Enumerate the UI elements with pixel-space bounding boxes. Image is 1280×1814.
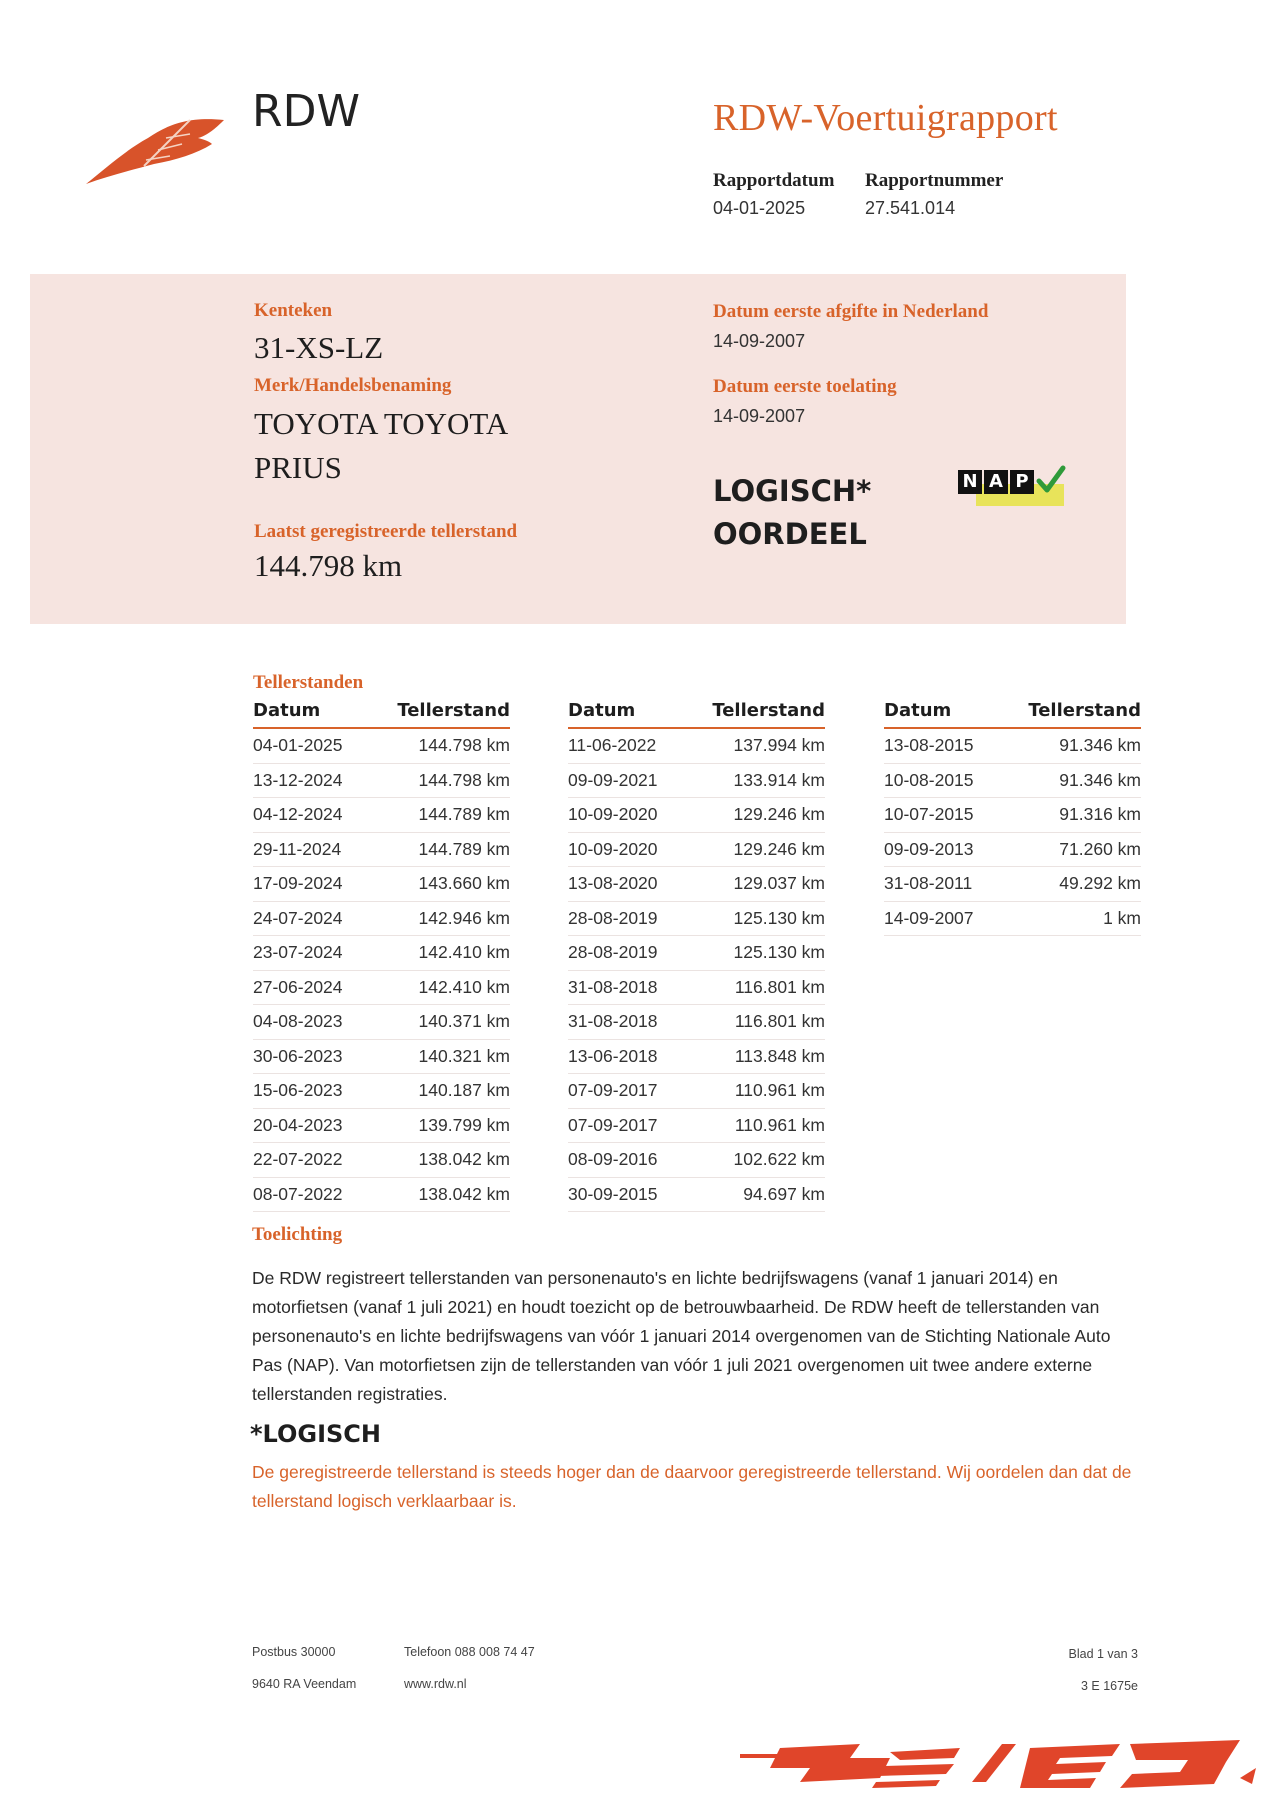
last-odometer-value: 144.798 km — [254, 548, 403, 583]
odometer-row-date: 10-09-2020 — [568, 804, 658, 824]
report-title: RDW-Voertuigrapport — [713, 97, 1058, 139]
odometer-row-date: 28-08-2019 — [568, 907, 658, 928]
odometer-row — [568, 1005, 825, 1040]
odometer-row — [253, 1074, 510, 1109]
odometer-row-date: 10-08-2015 — [884, 769, 974, 790]
odometer-row-date: 10-07-2015 — [884, 804, 974, 824]
odometer-row-date: 10-09-2020 — [568, 838, 658, 859]
nap-letter-p: P — [1010, 470, 1034, 494]
odometer-row-date: 27-06-2024 — [253, 976, 343, 997]
odometer-rows — [884, 729, 1141, 936]
verdict — [713, 470, 871, 556]
logisch-text: De geregistreerde tellerstand is steeds hoger dan de daarvoor geregistreerde tellerstand. Wij oordelen dan dat de tellerstand logisch verklaarbaar is. — [252, 1462, 1132, 1511]
odometer-row — [884, 798, 1141, 833]
date-column-header: Datum — [884, 700, 952, 721]
odometer-row-date: 08-09-2016 — [568, 1149, 658, 1169]
odometer-row-reading: 140.371 km — [418, 1011, 510, 1031]
odometer-row-date: 23-07-2024 — [253, 942, 343, 962]
odometer-row — [568, 971, 825, 1006]
date-column-header: Datum — [568, 700, 636, 721]
odometer-row-reading: 129.246 km — [733, 838, 825, 859]
footer-website: www.rdw.nl — [404, 1677, 467, 1691]
odometer-row-date: 14-09-2007 — [884, 907, 974, 928]
make-value-line2: PRIUS — [254, 450, 342, 485]
report-number-label: Rapportnummer — [865, 170, 1004, 191]
verdict-line2: OORDEEL — [713, 517, 867, 551]
odometer-row-date: 09-09-2021 — [568, 769, 658, 790]
odometer-section-title: Tellerstanden — [253, 672, 364, 693]
odometer-row — [568, 764, 825, 799]
odometer-row-reading: 133.914 km — [733, 769, 825, 790]
odometer-row — [253, 764, 510, 799]
odometer-rows — [253, 729, 510, 1212]
nap-badge — [958, 466, 1064, 506]
odometer-row-reading: 116.801 km — [734, 976, 825, 997]
odometer-row — [568, 936, 825, 971]
odometer-row-reading: 110.961 km — [734, 1114, 825, 1135]
odometer-row-reading: 139.799 km — [418, 1114, 510, 1135]
reading-column-header: Tellerstand — [1028, 700, 1141, 721]
first-issue-nl-label: Datum eerste afgifte in Nederland — [713, 301, 989, 322]
odometer-row-reading: 113.848 km — [734, 1045, 825, 1066]
odometer-row-date: 20-04-2023 — [253, 1114, 343, 1135]
odometer-row — [884, 902, 1141, 937]
odometer-row — [253, 936, 510, 971]
odometer-column-3 — [884, 700, 1141, 936]
odometer-row-reading: 140.321 km — [418, 1045, 510, 1066]
last-odometer-label: Laatst geregistreerde tellerstand — [254, 521, 518, 542]
rdw-stripes-decoration — [740, 1738, 1260, 1790]
odometer-row-date: 13-12-2024 — [253, 769, 343, 790]
explanation-text: De RDW registreert tellerstanden van personenauto's en lichte bedrijfswagens (vanaf 1 januari 2014) en motorfietsen (vanaf 1 juli 2021) en houdt toezicht op de betrouwbaarheid. De RDW heeft de tellerstanden van personenauto's en lichte bedrijfswagens van vóór 1 januari 2014 overgenomen van de Stichting Nationale Auto Pas (NAP). Van motorfietsen zijn de tellerstanden van vóór 1 juli 2021 overgenomen uit twee andere externe tellerstanden registraties. — [252, 1268, 1111, 1404]
odometer-row-date: 09-09-2013 — [884, 838, 974, 859]
logisch-heading: *LOGISCH — [250, 1420, 382, 1448]
reading-column-header: Tellerstand — [712, 700, 825, 721]
checkmark-icon — [1036, 464, 1066, 496]
odometer-row-reading: 144.789 km — [418, 804, 510, 824]
odometer-row — [253, 1143, 510, 1178]
odometer-row-reading: 137.994 km — [733, 735, 825, 755]
odometer-row-date: 04-12-2024 — [253, 804, 343, 824]
odometer-row-reading: 144.789 km — [418, 838, 510, 859]
odometer-row-date: 04-01-2025 — [253, 735, 343, 755]
odometer-row-date: 30-06-2023 — [253, 1045, 343, 1066]
odometer-rows — [568, 729, 825, 1212]
odometer-row — [568, 867, 825, 902]
make-label: Merk/Handelsbenaming — [254, 375, 452, 396]
odometer-row — [568, 1040, 825, 1075]
odometer-row-date: 07-09-2017 — [568, 1080, 658, 1100]
odometer-row — [568, 1109, 825, 1144]
odometer-row — [253, 833, 510, 868]
explanation-title: Toelichting — [252, 1224, 343, 1245]
report-number: 27.541.014 — [865, 198, 956, 218]
reading-column-header: Tellerstand — [397, 700, 510, 721]
make-value-line1: TOYOTA TOYOTA — [254, 406, 509, 441]
odometer-row-reading: 140.187 km — [418, 1080, 510, 1100]
odometer-row-reading: 138.042 km — [418, 1149, 510, 1169]
odometer-row-date: 15-06-2023 — [253, 1080, 343, 1100]
odometer-row-date: 22-07-2022 — [253, 1149, 343, 1169]
odometer-row-reading: 110.961 km — [734, 1080, 825, 1100]
odometer-row-date: 31-08-2018 — [568, 976, 658, 997]
odometer-row-reading: 94.697 km — [743, 1183, 825, 1204]
odometer-row — [568, 833, 825, 868]
footer-page-number: Blad 1 van 3 — [1068, 1647, 1138, 1661]
odometer-row — [568, 1143, 825, 1178]
odometer-row-date: 11-06-2022 — [568, 735, 657, 755]
odometer-row-reading: 142.946 km — [418, 907, 510, 928]
plate-label: Kenteken — [254, 300, 333, 321]
odometer-row-date: 31-08-2018 — [568, 1011, 658, 1031]
first-issue-nl-value: 14-09-2007 — [713, 331, 806, 351]
odometer-row — [568, 1074, 825, 1109]
odometer-row-date: 30-09-2015 — [568, 1183, 658, 1204]
footer-document-code: 3 E 1675e — [1081, 1679, 1138, 1693]
odometer-row-reading: 129.037 km — [733, 873, 825, 893]
odometer-row-reading: 144.798 km — [418, 769, 510, 790]
odometer-row-reading: 91.346 km — [1059, 735, 1141, 755]
odometer-row — [884, 833, 1141, 868]
odometer-row-date: 13-08-2015 — [884, 735, 974, 755]
report-date: 04-01-2025 — [713, 198, 806, 218]
odometer-row-reading: 138.042 km — [418, 1183, 510, 1204]
odometer-row — [568, 729, 825, 764]
odometer-row-reading: 125.130 km — [733, 907, 825, 928]
odometer-row — [568, 902, 825, 937]
footer-phone: Telefoon 088 008 74 47 — [404, 1645, 535, 1659]
odometer-row-date: 13-06-2018 — [568, 1045, 658, 1066]
odometer-row-reading: 143.660 km — [418, 873, 510, 893]
odometer-row-reading: 116.801 km — [734, 1011, 825, 1031]
odometer-row — [253, 1005, 510, 1040]
odometer-row-reading: 144.798 km — [418, 735, 510, 755]
odometer-column-header — [884, 700, 1141, 729]
odometer-row-reading: 142.410 km — [418, 942, 510, 962]
odometer-row — [253, 1109, 510, 1144]
odometer-row-date: 04-08-2023 — [253, 1011, 343, 1031]
date-column-header: Datum — [253, 700, 321, 721]
odometer-row — [884, 867, 1141, 902]
first-admission-value: 14-09-2007 — [713, 406, 806, 426]
odometer-column-header — [568, 700, 825, 729]
odometer-row — [253, 729, 510, 764]
odometer-row-date: 07-09-2017 — [568, 1114, 658, 1135]
odometer-row — [568, 1178, 825, 1213]
odometer-row — [253, 971, 510, 1006]
odometer-row — [253, 1178, 510, 1213]
odometer-row-reading: 91.316 km — [1059, 804, 1141, 824]
odometer-row-reading: 129.246 km — [733, 804, 825, 824]
odometer-row — [884, 729, 1141, 764]
odometer-row — [253, 798, 510, 833]
odometer-row-reading: 49.292 km — [1059, 873, 1141, 893]
odometer-row-reading: 125.130 km — [733, 942, 825, 962]
org-name: RDW — [252, 86, 360, 137]
odometer-row-date: 17-09-2024 — [253, 873, 343, 893]
odometer-row-reading: 91.346 km — [1059, 769, 1141, 790]
odometer-row-date: 31-08-2011 — [884, 873, 973, 893]
nap-letter-n: N — [958, 470, 982, 494]
odometer-row-reading: 71.260 km — [1059, 838, 1141, 859]
footer-postbus: Postbus 30000 — [252, 1645, 336, 1659]
odometer-row-date: 08-07-2022 — [253, 1183, 343, 1204]
odometer-row-date: 24-07-2024 — [253, 907, 343, 928]
report-date-label: Rapportdatum — [713, 170, 835, 191]
first-admission-label: Datum eerste toelating — [713, 376, 897, 397]
odometer-row — [884, 764, 1141, 799]
odometer-row-date: 29-11-2024 — [253, 838, 342, 859]
odometer-row — [253, 1040, 510, 1075]
odometer-row-reading: 1 km — [1103, 907, 1141, 928]
odometer-row-date: 28-08-2019 — [568, 942, 658, 962]
rdw-logo-icon — [86, 108, 236, 188]
odometer-row-reading: 142.410 km — [418, 976, 510, 997]
nap-letter-a: A — [984, 470, 1008, 494]
odometer-column-1 — [253, 700, 510, 1212]
footer-city: 9640 RA Veendam — [252, 1677, 357, 1691]
plate-value: 31-XS-LZ — [254, 330, 384, 365]
odometer-row — [568, 798, 825, 833]
odometer-column-2 — [568, 700, 825, 1212]
odometer-column-header — [253, 700, 510, 729]
summary-panel — [30, 274, 1126, 624]
odometer-row — [253, 867, 510, 902]
odometer-row-reading: 102.622 km — [733, 1149, 825, 1169]
odometer-row — [253, 902, 510, 937]
verdict-line1: LOGISCH* — [713, 474, 872, 508]
odometer-row-date: 13-08-2020 — [568, 873, 658, 893]
